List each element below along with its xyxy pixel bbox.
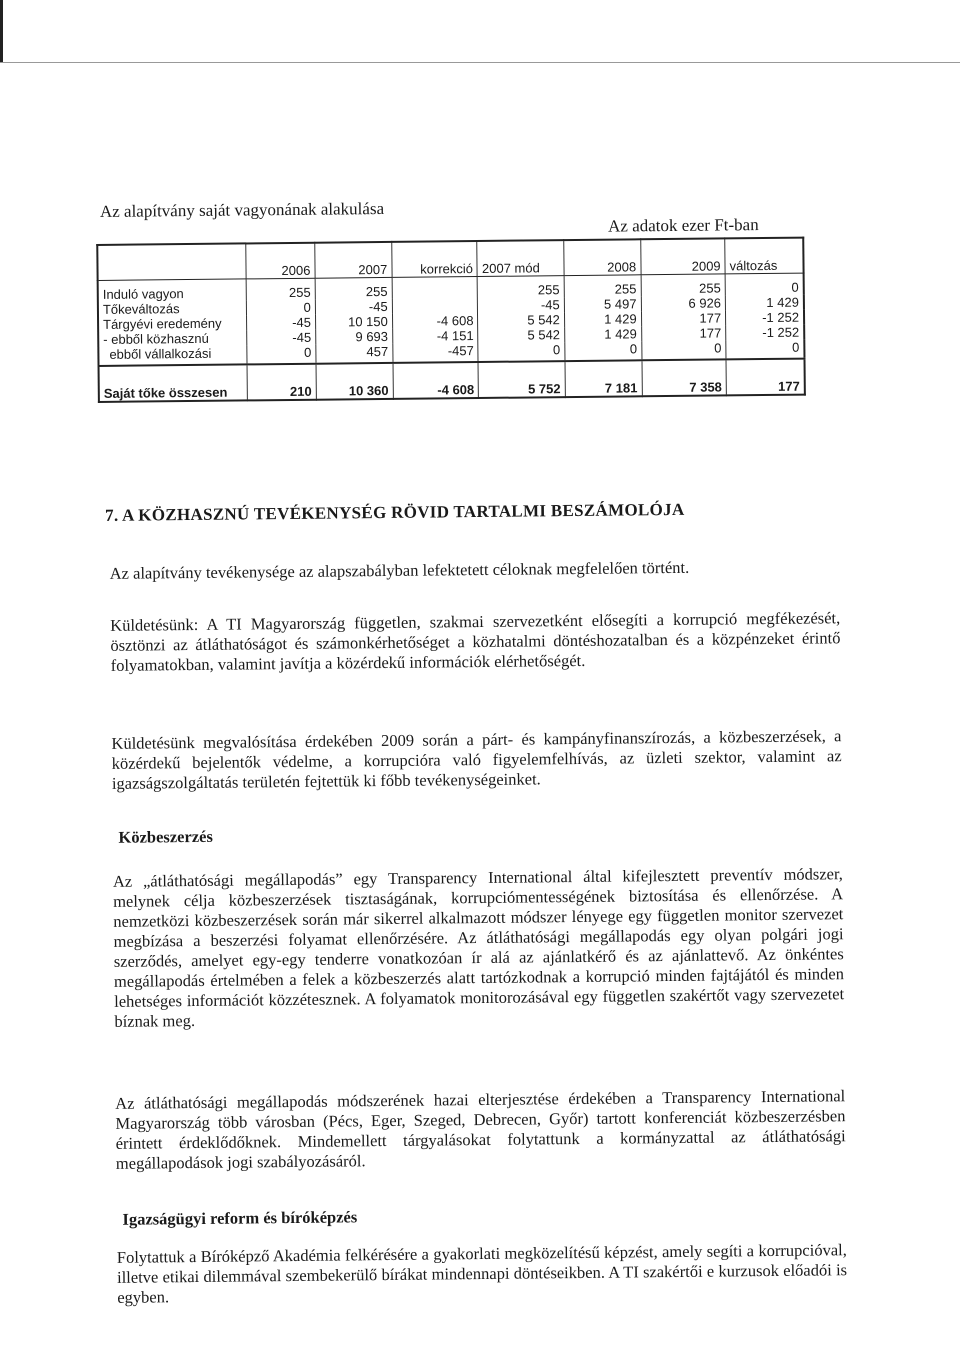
- row-label: Induló vagyon: [98, 279, 246, 302]
- row-label: - ebből közhasznú: [98, 330, 246, 347]
- procurement-paragraph-2: Az átláthatósági megállapodás módszerének hazai elterjesztése érdekében a Transparency International Magyarország több városban (Pécs, Eger, Szeged, Debrecen, Győr) tartott konferenciát közbeszerzésben érintett érdeklődőknek. Mindemellett tárgyalásokat folytattunk a kormányzattal az átláthatósági megállapodások jogi szabályozásáról.: [115, 1086, 846, 1173]
- judicial-heading: Igazságügyi reform és bíróképzés: [122, 1207, 358, 1229]
- row-label: Tőkeváltozás: [98, 300, 246, 317]
- table-cell: 177: [641, 310, 726, 326]
- table-title: Az alapítvány saját vagyonának alakulása: [99, 198, 385, 221]
- table-cell: 0: [565, 341, 642, 361]
- equity-table: [96, 237, 806, 403]
- column-header: 2007: [315, 242, 392, 278]
- table-cell: [392, 277, 478, 299]
- column-header: 2008: [564, 239, 641, 275]
- table-cell: 255: [641, 274, 726, 296]
- table-cell: 457: [316, 344, 393, 364]
- table-cell: 10 150: [315, 314, 392, 330]
- table-cell: 255: [564, 275, 641, 297]
- table-cell: 0: [246, 345, 315, 365]
- procurement-paragraph-1: Az „átláthatósági megállapodás” egy Transparency International által kifejlesztett preventív módszer, melynek célja közbeszerzések tisztaságának, korrupciómentességének biztosítása és ellenőrzése. A nemzetközi közbeszerzések során már sikerrel alkalmazott módszer lényege egy független monitor szervezet megbízása a beszerzési folyamat ellenőrzésére. Az átláthatósági megállapodás egy olyan polgári jogi szerződés, amelyet egy-egy tenderre vonatkozóan ír alá az ajánlatkérő és az ajánlattevő. Az önkéntes megállapodás értelmében a felek a közbeszerzés alatt tartózkodnak a korrupció minden fajtájától és minden lehetséges információt közzétesznek. A folyamatok monitorozásával egy független szakértőt vagy szervezetet bíznak meg.: [112, 864, 845, 1031]
- total-cell: 7 181: [565, 360, 642, 397]
- section-heading: 7. A KÖZHASZNÚ TEVÉKENYSÉG RÖVID TARTALMI BESZÁMOLÓJA: [104, 499, 685, 525]
- table-cell: 5 542: [478, 327, 564, 343]
- row-label: Tárgyévi eredemény: [98, 315, 246, 332]
- total-label: Saját tőke összesen: [99, 364, 247, 402]
- table-cell: -1 252: [726, 310, 805, 326]
- total-cell: 210: [247, 364, 317, 401]
- table-cell: -45: [315, 299, 392, 315]
- table-cell: 0: [641, 340, 726, 360]
- table-cell: 1 429: [564, 311, 641, 327]
- total-cell: 7 358: [642, 359, 727, 396]
- table-cell: [392, 298, 478, 314]
- table-cell: 1 429: [564, 326, 641, 342]
- column-header: 2006: [245, 243, 315, 279]
- table-cell: 177: [641, 325, 726, 341]
- table-cell: 0: [725, 273, 804, 295]
- column-header: korrekció: [391, 241, 477, 277]
- table-cell: -4 151: [392, 328, 478, 344]
- table-cell: 0: [246, 300, 315, 316]
- row-label: ebből vállalkozási: [98, 345, 246, 366]
- table-cell: 5 542: [478, 312, 564, 328]
- procurement-heading: Közbeszerzés: [118, 826, 213, 847]
- unit-note: Az adatok ezer Ft-ban: [607, 215, 759, 236]
- table-cell: 5 497: [564, 296, 641, 312]
- table-cell: 0: [478, 342, 565, 362]
- mission-2009-paragraph: Küldetésünk megvalósítása érdekében 2009 során a párt- és kampányfinanszírozás, a közbeszerzések, a közérdekű bejelentők védelme, a korrupcióra való figyelemfelhívás, az üzleti szektor, valamint az igazságszolgáltatás területén fejtettük ki főbb tevékenységeinket.: [111, 726, 842, 793]
- table-total-row: [99, 359, 805, 402]
- table-cell: 255: [246, 278, 316, 300]
- total-cell: 5 752: [478, 361, 565, 398]
- column-header: 2007 mód: [477, 240, 564, 276]
- table-cell: -1 252: [726, 325, 805, 341]
- mission-paragraph: Küldetésünk: A TI Magyarország független, szakmai szervezetként elősegíti a korrupció megfékezését, ösztönzi az átláthatóságot és számonkérhetőséget a közhatalmi döntéshozatalban és a közpénzeket érintő folyamatokban, valamint javítja a közérdekű információk elérhetőségét.: [110, 608, 841, 675]
- table-cell: 0: [726, 340, 805, 360]
- table-cell: -45: [246, 315, 315, 331]
- table-cell: 6 926: [641, 295, 726, 311]
- intro-paragraph: Az alapítvány tevékenysége az alapszabályban lefektetett céloknak megfelelően történt.: [109, 557, 690, 583]
- total-cell: 10 360: [316, 363, 393, 400]
- column-header: változás: [725, 238, 804, 274]
- column-header: 2009: [640, 238, 725, 274]
- total-cell: 177: [726, 359, 805, 396]
- table-cell: 9 693: [316, 329, 393, 345]
- table-cell: 255: [315, 277, 392, 299]
- table-cell: -457: [393, 343, 479, 363]
- column-header: [97, 243, 245, 280]
- table-cell: -4 608: [392, 313, 478, 329]
- judicial-paragraph: Folytattuk a Bíróképző Akadémia felkérésére a gyakorlati megközelítésű képzést, amely segíti a korrupcióval, illetve etikai dilemmával szembekerülő bírákat mindennapi döntéseikben. A TI szakértői e kurzusok előadói is egyben.: [116, 1240, 848, 1307]
- table-cell: 255: [478, 276, 565, 298]
- table-cell: -45: [478, 297, 564, 313]
- table-cell: 1 429: [725, 295, 804, 311]
- table-cell: -45: [246, 330, 315, 346]
- total-cell: -4 608: [393, 362, 479, 399]
